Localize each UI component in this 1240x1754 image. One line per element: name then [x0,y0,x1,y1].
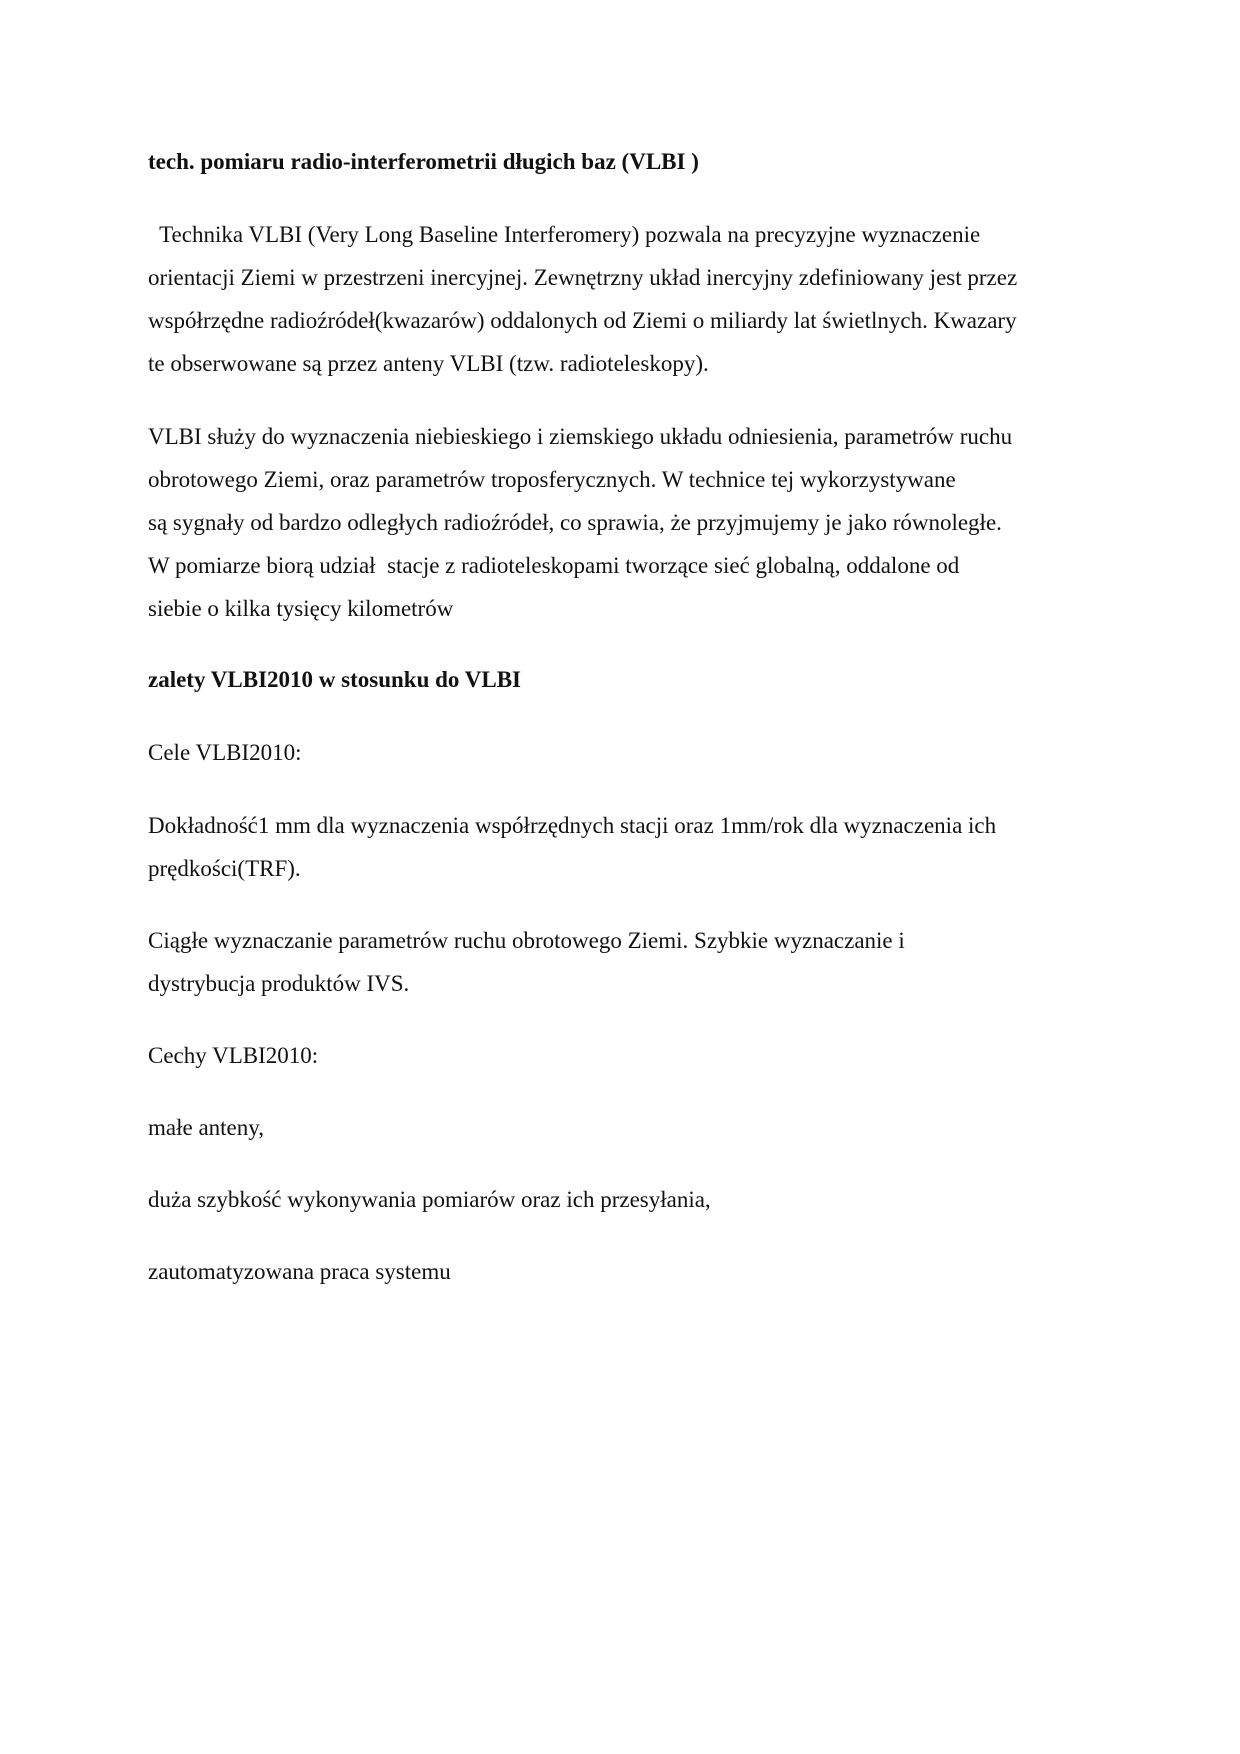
intro-line: orientacji Ziemi w przestrzeni inercyjnej. Zewnętrzny układ inercyjny zdefiniowany jest przez [148,265,1018,290]
intro-line: Technika VLBI (Very Long Baseline Interferomery) pozwala na precyzyjne wyznaczenie [148,222,981,247]
goal-paragraph-1 [148,804,1108,890]
feature-item [148,1178,1108,1221]
goal-line: Ciągłe wyznaczanie parametrów ruchu obrotowego Ziemi. Szybkie wyznaczanie i [148,928,905,953]
intro-line: współrzędne radioźródeł(kwazarów) oddalonych od Ziemi o miliardy lat świetlnych. Kwazary [148,308,1017,333]
goal-line: prędkości(TRF). [148,856,301,881]
vlbi-line: siebie o kilka tysięcy kilometrów [148,596,454,621]
document-heading [148,140,1108,183]
vlbi-paragraph [148,415,1108,630]
feature-item [148,1250,1108,1293]
goal-line: Dokładność1 mm dla wyznaczenia współrzędnych stacji oraz 1mm/rok dla wyznaczenia ich [148,813,997,838]
feature-text: duża szybkość wykonywania pomiarów oraz ich przesyłania, [148,1187,711,1212]
goal-paragraph-2 [148,919,1108,1005]
features-title-text: Cechy VLBI2010: [148,1043,319,1068]
vlbi-line: obrotowego Ziemi, oraz parametrów troposferycznych. W technice tej wykorzystywane [148,467,956,492]
feature-text: zautomatyzowana praca systemu [148,1259,451,1284]
heading-text: tech. pomiaru radio-interferometrii długich baz (VLBI ) [148,149,699,174]
feature-item [148,1106,1108,1149]
vlbi-line: VLBI służy do wyznaczenia niebieskiego i ziemskiego układu odniesienia, parametrów ruchu [148,424,1013,449]
subheading [148,658,1108,701]
features-title [148,1034,1108,1077]
vlbi-line: W pomiarze biorą udział stacje z radioteleskopami tworzące sieć globalną, oddalone od [148,553,960,578]
goal-line: dystrybucja produktów IVS. [148,971,410,996]
feature-text: małe anteny, [148,1115,265,1140]
vlbi-line: są sygnały od bardzo odległych radioźródeł, co sprawia, że przyjmujemy je jako równoległe. [148,510,1002,535]
intro-line: te obserwowane są przez anteny VLBI (tzw. radioteleskopy). [148,351,709,376]
goals-title [148,731,1108,774]
subheading-text: zalety VLBI2010 w stosunku do VLBI [148,667,521,692]
intro-paragraph [148,213,1108,385]
goals-title-text: Cele VLBI2010: [148,740,302,765]
